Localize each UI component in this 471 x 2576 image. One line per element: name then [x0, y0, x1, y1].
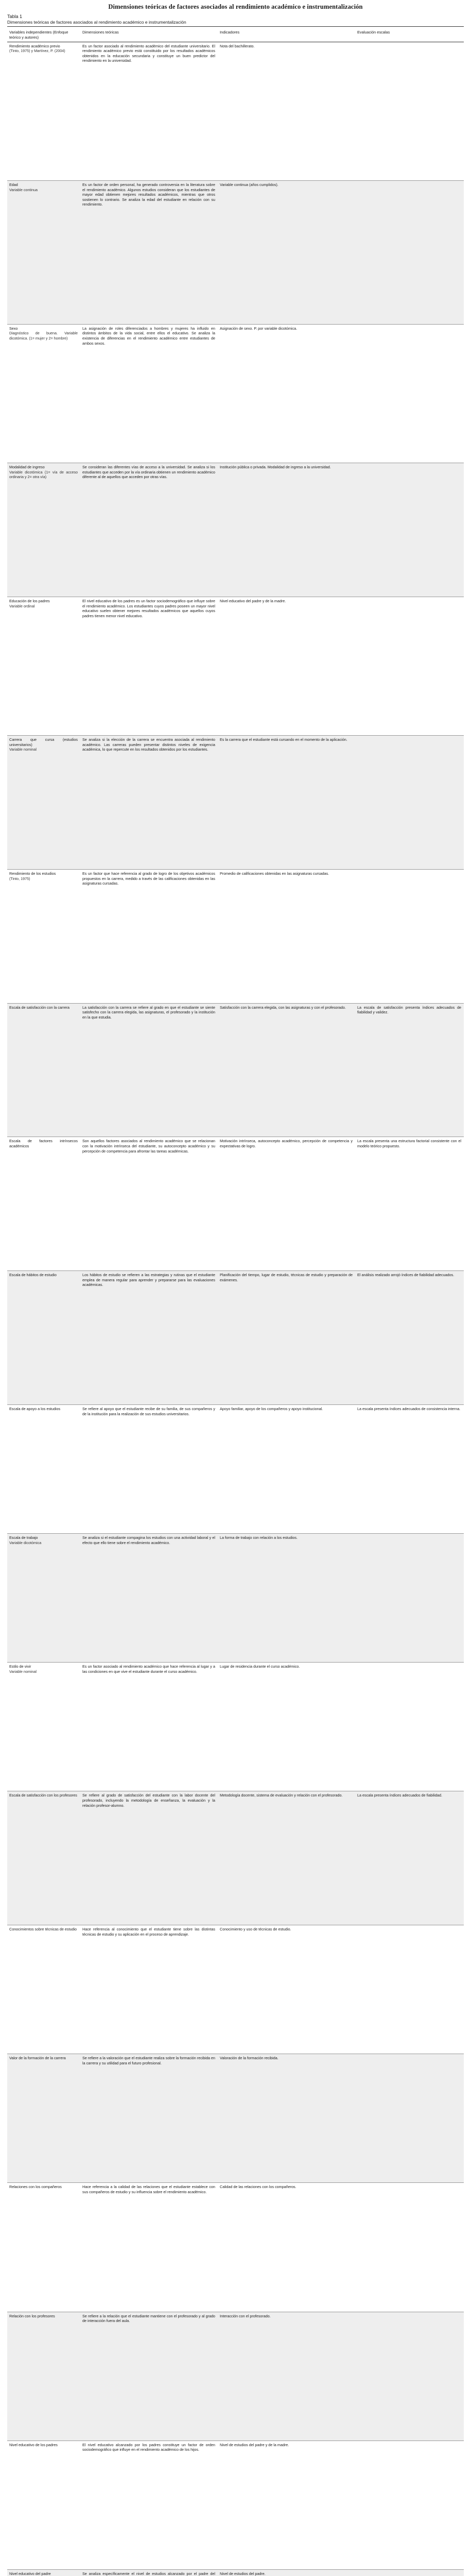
- factor-cell: [7, 2441, 80, 2569]
- scales-cell: La escala de satisfacción presenta índices adecuados de fiabilidad y validez.: [355, 1003, 464, 1137]
- scales-cell: [355, 736, 464, 870]
- factor-name: Educación de los padres: [9, 598, 50, 603]
- table-row: [7, 1137, 464, 1271]
- factor-reference: Variable continua: [9, 187, 38, 192]
- table-row: [7, 1534, 464, 1663]
- indicators-cell: Lugar de residencia durante el curso académico.: [218, 1663, 355, 1791]
- scales-cell: La escala presenta índices adecuados de fiabilidad.: [355, 1791, 464, 1925]
- factor-cell: [7, 2312, 80, 2441]
- table-row: [7, 869, 464, 1003]
- table-row: [7, 324, 464, 463]
- indicators-cell: Es la carrera que el estudiante está cursando en el momento de la aplicación.: [218, 736, 355, 870]
- header-scales: Evaluación escalas: [355, 29, 464, 42]
- factor-name: Sexo: [9, 326, 18, 331]
- scales-cell: El análisis realizado arrojó índices de fiabilidad adecuados.: [355, 1271, 464, 1405]
- dimension-cell: El nivel educativo alcanzado por los padres constituye un factor de orden sociodemográfico que influye en el rendimiento académico de los hijos.: [80, 2441, 218, 2569]
- factor-cell: [7, 1003, 80, 1137]
- table-header: [7, 29, 464, 42]
- dimension-cell: La asignación de roles diferenciados a hombres y mujeres ha influido en distintos ámbitos de la vida social, entre ellos el educativo. Se analiza la existencia de diferencias en el rendimiento académico entre estudiantes de ambos sexos.: [80, 324, 218, 463]
- indicators-cell: Institución pública o privada. Modalidad de ingreso a la universidad.: [218, 463, 355, 597]
- document-title: Dimensiones teóricas de factores asociados al rendimiento académico e instrumentalización: [108, 3, 363, 10]
- indicators-cell: Nivel de estudios del padre.: [218, 2569, 355, 2576]
- dimension-cell: Se refiere al grado de satisfacción del estudiante con la labor docente del profesorado, incluyendo la metodología de enseñanza, la evaluación y la relación profesor-alumno.: [80, 1791, 218, 1925]
- factor-cell: [7, 42, 80, 180]
- dimension-cell: Hace referencia a la calidad de las relaciones que el estudiante establece con sus compañeros de estudio y su influencia sobre el rendimiento académico.: [80, 2183, 218, 2312]
- indicators-cell: Promedio de calificaciones obtenidas en las asignaturas cursadas.: [218, 869, 355, 1003]
- scales-cell: [355, 2312, 464, 2441]
- scales-cell: La escala presenta índices adecuados de consistencia interna.: [355, 1404, 464, 1533]
- factor-cell: [7, 736, 80, 870]
- factor-cell: [7, 1534, 80, 1663]
- table-row: [7, 1404, 464, 1533]
- factor-name: Estilo de vivir: [9, 1664, 31, 1669]
- table-label: Tabla 1: [7, 14, 23, 19]
- factor-name: Relación con los profesores: [9, 2313, 55, 2318]
- scales-cell: [355, 597, 464, 735]
- factor-reference: (Tinto, 1975) y Martínez, P. (2004): [9, 48, 65, 54]
- factor-name: Edad: [9, 182, 18, 187]
- table-row: [7, 1925, 464, 2054]
- factor-cell: [7, 1404, 80, 1533]
- factor-name: Escala de trabajo: [9, 1535, 38, 1540]
- table-row: [7, 181, 464, 325]
- dimension-cell: La satisfacción con la carrera se refiere al grado en que el estudiante se siente satisfecho con la carrera elegida, las asignaturas, el profesorado y la institución en la que estudia.: [80, 1003, 218, 1137]
- scales-cell: [355, 1925, 464, 2054]
- indicators-cell: Conocimiento y uso de técnicas de estudio.: [218, 1925, 355, 2054]
- indicators-cell: Metodología docente, sistema de evaluación y relación con el profesorado.: [218, 1791, 355, 1925]
- factor-cell: [7, 1663, 80, 1791]
- factor-cell: [7, 869, 80, 1003]
- factor-cell: [7, 597, 80, 735]
- indicators-cell: Nivel de estudios del padre y de la madre.: [218, 2441, 355, 2569]
- factors-table: [7, 29, 464, 2576]
- dimension-cell: Es un factor asociado al rendimiento académico del estudiante universitario. El rendimiento académico previo está constituido por los resultados académicos obtenidos en la educación secundaria y constituye un buen predictor del rendimiento en la universidad.: [80, 42, 218, 180]
- dimension-cell: Los hábitos de estudio se refieren a las estrategias y rutinas que el estudiante emplea de manera regular para aprender y prepararse para las evaluaciones académicas.: [80, 1271, 218, 1405]
- indicators-cell: La forma de trabajo con relación a los estudios.: [218, 1534, 355, 1663]
- factor-name: Escala de factores intrínsecos académicos: [9, 1139, 78, 1149]
- dimension-cell: Es un factor de orden personal, ha generado controversia en la literatura sobre el rendimiento académico. Algunos estudios consideran que los estudiantes de mayor edad obtienen mejores resultados académicos, mientras que otros sostienen lo contrario. Se analiza la edad del estudiante en relación con su rendimiento.: [80, 181, 218, 325]
- dimension-cell: El nivel educativo de los padres es un factor sociodemográfico que influye sobre el rendimiento académico. Los estudiantes cuyos padres poseen un mayor nivel educativo suelen obtener mejores resultados académicos que aquellos cuyos padres tienen menor nivel educativo.: [80, 597, 218, 735]
- dimension-cell: Se refiere a la relación que el estudiante mantiene con el profesorado y al grado de interacción fuera del aula.: [80, 2312, 218, 2441]
- factor-cell: [7, 1791, 80, 1925]
- factor-reference: Variable nominal: [9, 747, 37, 752]
- table-row: [7, 463, 464, 597]
- scales-cell: [355, 2054, 464, 2183]
- dimension-cell: Se refiere al apoyo que el estudiante recibe de su familia, de sus compañeros y de la institución para la realización de sus estudios universitarios.: [80, 1404, 218, 1533]
- factor-name: Escala de apoyo a los estudios: [9, 1406, 61, 1411]
- factor-cell: [7, 181, 80, 325]
- table-row: [7, 42, 464, 180]
- factor-name: Escala de hábitos de estudio: [9, 1273, 57, 1278]
- dimension-cell: Se consideran las diferentes vías de acceso a la universidad. Se analiza si los estudiantes que acceden por la vía ordinaria obtienen un rendimiento académico diferente al de aquellos que acceden por otras vías.: [80, 463, 218, 597]
- factor-cell: [7, 1137, 80, 1271]
- scales-cell: [355, 869, 464, 1003]
- factor-reference: Variable ordinal: [9, 603, 35, 608]
- scales-cell: [355, 324, 464, 463]
- factor-name: Nivel educativo de los padres: [9, 2442, 58, 2447]
- scales-cell: [355, 181, 464, 325]
- header-dimensions: Dimensiones teóricas: [80, 29, 218, 42]
- factor-reference: (Tinto, 1975): [9, 876, 30, 881]
- indicators-cell: Nivel educativo del padre y de la madre.: [218, 597, 355, 735]
- indicators-cell: Nota del bachillerato.: [218, 42, 355, 180]
- factor-name: Escala de satisfacción con los profesores: [9, 1793, 77, 1798]
- factor-cell: [7, 463, 80, 597]
- factor-cell: [7, 1925, 80, 2054]
- dimension-cell: Se analiza específicamente el nivel de estudios alcanzado por el padre del: [80, 2569, 218, 2576]
- scales-cell: [355, 2569, 464, 2576]
- table-caption: Dimensiones teóricas de factores asociados al rendimiento académico e instrumentalización: [7, 20, 464, 27]
- table-row: [7, 1003, 464, 1137]
- indicators-cell: Asignación de sexo. P. por variable dicotómica.: [218, 324, 355, 463]
- dimension-cell: Son aquellos factores asociados al rendimiento académico que se relacionan con la motivación intrínseca del estudiante, su autoconcepto académico y su percepción de competencia para afrontar las tareas académicas.: [80, 1137, 218, 1271]
- dimension-cell: Es un factor asociado al rendimiento académico que hace referencia al lugar y a las condiciones en que vive el estudiante durante el curso académico.: [80, 1663, 218, 1791]
- factor-name: Nivel educativo del padre: [9, 2571, 51, 2576]
- scales-cell: La escala presenta una estructura factorial consistente con el modelo teórico propuesto.: [355, 1137, 464, 1271]
- factor-name: Carrera que cursa (estudios universitarios): [9, 737, 78, 747]
- table-row: [7, 736, 464, 870]
- dimension-cell: Se analiza si el estudiante compagina los estudios con una actividad laboral y el efecto que ello tiene sobre el rendimiento académico.: [80, 1534, 218, 1663]
- table-row: [7, 1271, 464, 1405]
- indicators-cell: Valoración de la formación recibida.: [218, 2054, 355, 2183]
- table-row: [7, 2569, 464, 2576]
- table-row: [7, 1791, 464, 1925]
- table-row: [7, 597, 464, 735]
- indicators-cell: Motivación intrínseca, autoconcepto académico, percepción de competencia y expectativas de logro.: [218, 1137, 355, 1271]
- indicators-cell: Interacción con el profesorado.: [218, 2312, 355, 2441]
- table-header-row: [7, 29, 464, 42]
- indicators-cell: Variable continua (años cumplidos).: [218, 181, 355, 325]
- header-variables: Variables independientes (Enfoque teórico y autores): [7, 29, 80, 42]
- factor-reference: Variable nominal: [9, 1669, 37, 1674]
- indicators-cell: Planificación del tiempo, lugar de estudio, técnicas de estudio y preparación de exámenes.: [218, 1271, 355, 1405]
- factor-cell: [7, 2569, 80, 2576]
- dimension-cell: Es un factor que hace referencia al grado de logro de los objetivos académicos propuestos en la carrera, medido a través de las calificaciones obtenidas en las asignaturas cursadas.: [80, 869, 218, 1003]
- factor-reference: Diagnóstico de buena. Variable dicotómica. (1= mujer y 2= hombre): [9, 331, 78, 341]
- factor-name: Valor de la formación de la carrera: [9, 2056, 66, 2061]
- table-row: [7, 2183, 464, 2312]
- table-row: [7, 1663, 464, 1791]
- indicators-cell: Satisfacción con la carrera elegida, con las asignaturas y con el profesorado.: [218, 1003, 355, 1137]
- factor-cell: [7, 2183, 80, 2312]
- dimension-cell: Hace referencia al conocimiento que el estudiante tiene sobre las distintas técnicas de estudio y su aplicación en el proceso de aprendizaje.: [80, 1925, 218, 2054]
- factor-name: Relaciones con los compañeros: [9, 2184, 62, 2190]
- scales-cell: [355, 42, 464, 180]
- factor-cell: [7, 324, 80, 463]
- header-indicators: Indicadores: [218, 29, 355, 42]
- table-row: [7, 2312, 464, 2441]
- dimension-cell: Se analiza si la elección de la carrera se encuentra asociada al rendimiento académico. Las carreras pueden presentar distintos niveles de exigencia académica, lo que repercute en los resultados obtenidos por los estudiantes.: [80, 736, 218, 870]
- table-body: [7, 42, 464, 2576]
- factor-cell: [7, 1271, 80, 1405]
- factor-name: Rendimiento académico previo: [9, 43, 60, 48]
- scales-cell: [355, 1534, 464, 1663]
- factor-cell: [7, 2054, 80, 2183]
- factor-name: Rendimiento de los estudios: [9, 871, 56, 876]
- dimension-cell: Se refiere a la valoración que el estudiante realiza sobre la formación recibida en la carrera y su utilidad para el futuro profesional.: [80, 2054, 218, 2183]
- scales-cell: [355, 463, 464, 597]
- indicators-cell: Calidad de las relaciones con los compañeros.: [218, 2183, 355, 2312]
- factor-name: Modalidad de ingreso: [9, 465, 45, 470]
- factor-reference: Variable dicotómica: [9, 1540, 42, 1545]
- scales-cell: [355, 2441, 464, 2569]
- factor-name: Escala de satisfacción con la carrera: [9, 1005, 70, 1010]
- factor-reference: Variable dicotómica (1= vía de acceso ordinaria y 2= otra vía): [9, 469, 78, 480]
- scales-cell: [355, 2183, 464, 2312]
- table-row: [7, 2441, 464, 2569]
- scales-cell: [355, 1663, 464, 1791]
- factor-name: Conocimientos sobre técnicas de estudio: [9, 1927, 77, 1932]
- table-row: [7, 2054, 464, 2183]
- indicators-cell: Apoyo familiar, apoyo de los compañeros y apoyo institucional.: [218, 1404, 355, 1533]
